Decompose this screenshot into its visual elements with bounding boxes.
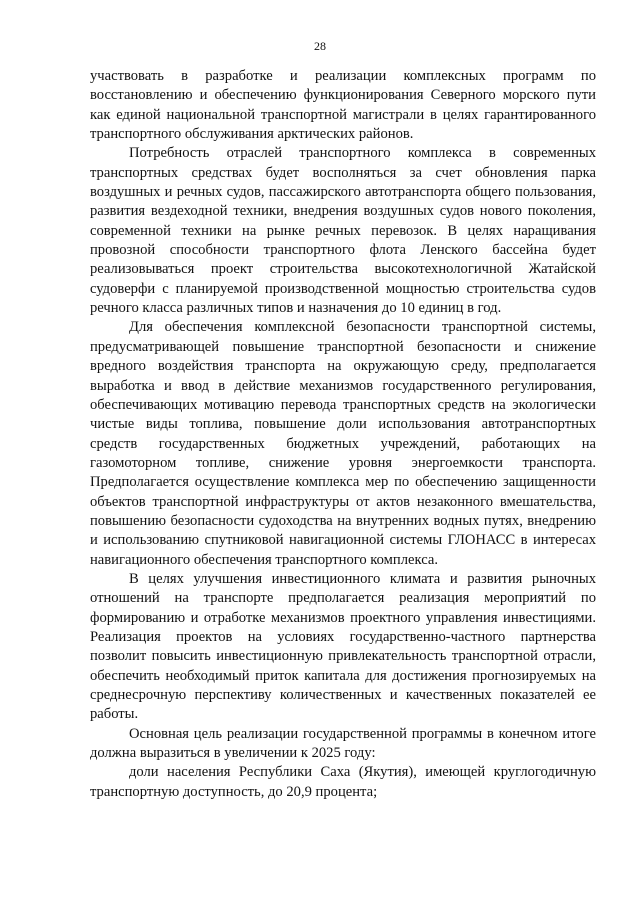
- document-body: [90, 67, 596, 802]
- paragraph-5: Основная цель реализации государственной программы в конечном итоге должна выразиться в увеличении к 2025 году:: [90, 725, 596, 762]
- paragraph-2: Потребность отраслей транспортного комплекса в современных транспортных средствах будет восполняться за счет обновления парка воздушных и речных судов, пассажирского автотранспорта общего пользования, развития вездеходной техники, внедрения воздушных судов нового поколения, современной техники на рынке речных перевозок. В целях наращивания провозной способности транспортного флота Ленского бассейна будет реализовываться проект строительства высокотехнологичной Жатайской судоверфи с планируемой производственной мощностью строительства судов речного класса различных типов и назначения до 10 единиц в год.: [90, 145, 596, 317]
- paragraph-4: В целях улучшения инвестиционного климата и развития рыночных отношений на транспорте предполагается реализация мероприятий по формированию и отработке механизмов проектного управления инвестициями. Реализация проектов на условиях государственно-частного партнерства позволит повысить инвестиционную привлекательность транспортной отрасли, обеспечить необходимый приток капитала для достижения прогнозируемых на среднесрочную перспективу количественных и качественных показателей ее работы.: [90, 570, 596, 723]
- paragraph-1: участвовать в разработке и реализации комплексных программ по восстановлению и обеспечению функционирования Северного морского пути как единой национальной транспортной магистрали в целях гарантированного транспортного обслуживания арктических районов.: [90, 68, 596, 143]
- paragraph-6: доли населения Республики Саха (Якутия), имеющей круглогодичную транспортную доступность, до 20,9 процента;: [90, 764, 596, 800]
- paragraph-3: Для обеспечения комплексной безопасности транспортной системы, предусматривающей повышение транспортной безопасности и снижение вредного воздействия транспорта на окружающую среду, предполагается выработка и ввод в действие механизмов государственного регулирования, обеспечивающих мотивацию перевода транспортных средств на экологически чистые виды топлива, повышение доли использования автотранспортных средств государственных бюджетных учреждений, работающих на газомоторном топливе, снижение уровня энергоемкости транспорта. Предполагается осуществление комплекса мер по обеспечению защищенности объектов транспортной инфраструктуры от актов незаконного вмешательства, повышению безопасности судоходства на внутренних водных путях, внедрению и использованию спутниковой навигационной системы ГЛОНАСС в интересах навигационного обеспечения транспортного комплекса.: [90, 319, 596, 568]
- page-number: 28: [314, 39, 326, 53]
